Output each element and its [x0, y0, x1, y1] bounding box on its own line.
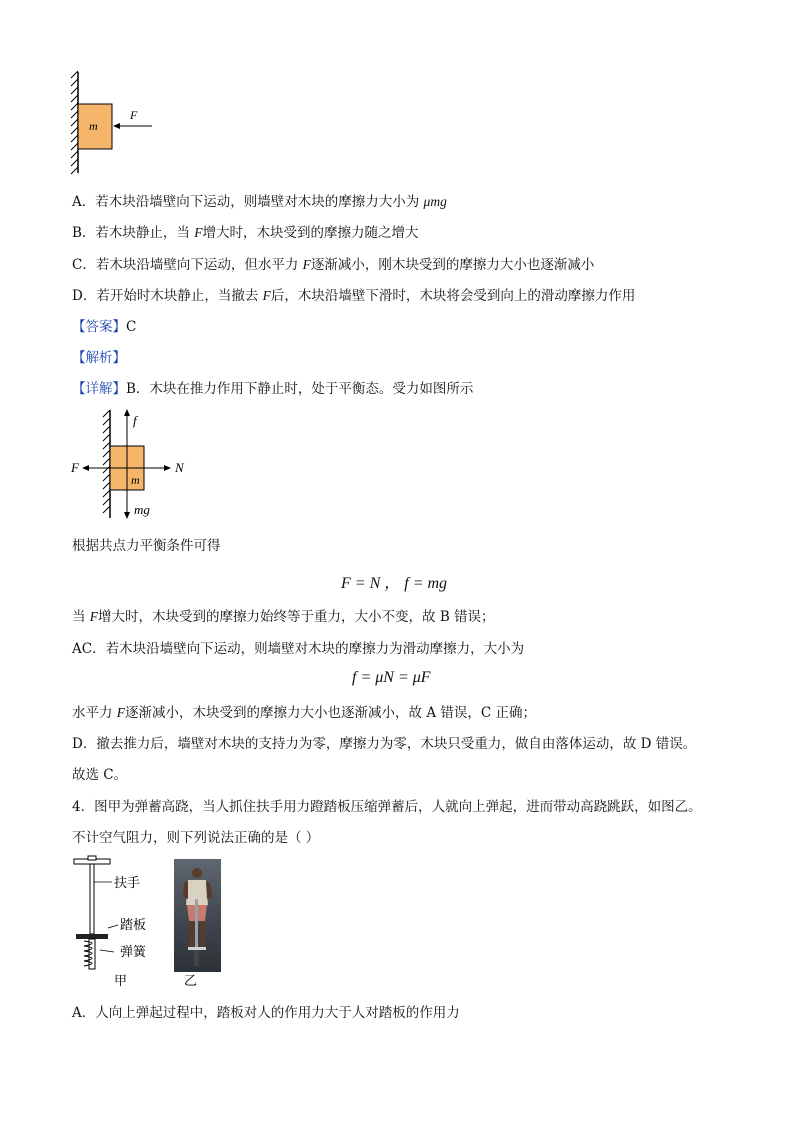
- text-d: D．撤去推力后，墙壁对木块的支持力为零，摩擦力为零，木块只受重力，做自由落体运动，故 D 错误。: [72, 736, 697, 752]
- question-4-line2: 不计空气阻力，则下列说法正确的是（ ）: [72, 830, 320, 846]
- label-pedal: 踏板: [120, 918, 147, 933]
- text-ac: AC．若木块沿墙壁向下运动，则墙壁对木块的摩擦力为滑动摩擦力，大小为: [72, 641, 525, 657]
- option-a: A．若木块沿墙壁向下运动，则墙壁对木块的摩擦力大小为 μmg: [72, 194, 447, 210]
- text-b-wrong: 当 F增大时，木块受到的摩擦力始终等于重力，大小不变，故 B 错误；: [72, 609, 495, 625]
- analysis-tag: 【解析】: [72, 350, 126, 366]
- text-horizontal: 水平力 F逐渐减小，木块受到的摩擦力大小也逐渐减小，故 A 错误，C 正确；: [72, 705, 536, 721]
- option-c: C．若木块沿墙壁向下运动，但水平力 F逐渐减小，刚木块受到的摩擦力大小也逐渐减小: [72, 257, 595, 273]
- normal-label: N: [175, 460, 184, 475]
- label-jia: 甲: [114, 974, 128, 989]
- question-4-option-a: A．人向上弹起过程中，踏板对人的作用力大于人对踏板的作用力: [72, 1005, 460, 1021]
- answer-line: [72, 318, 136, 336]
- mass-label: m: [131, 473, 140, 487]
- question-4-line1: 4．图甲为弹蓄高跷，当人抓住扶手用力蹬踏板压缩弹蓄后，人就向上弹起，进而带动高跷跳跃，如图乙。: [72, 799, 702, 815]
- detail-line: 【详解】B．木块在推力作用下静止时，处于平衡态。受力如图所示: [72, 381, 474, 397]
- gravity-label: mg: [134, 502, 150, 517]
- formula-equilibrium: F = N ， f = mg: [341, 575, 448, 592]
- formula-friction: f = μN = μF: [352, 669, 431, 686]
- text-choose: 故选 C。: [72, 767, 128, 783]
- label-spring: 弹簧: [120, 945, 147, 960]
- detail-tag: 【详解】: [72, 381, 126, 397]
- answer-value: C: [126, 319, 137, 335]
- pogo-photo: [174, 859, 221, 972]
- label-yi: 乙: [184, 974, 198, 989]
- mass-label: m: [89, 119, 98, 133]
- option-b: B．若木块静止，当 F增大时，木块受到的摩擦力随之增大: [72, 225, 419, 241]
- force-label: F: [71, 460, 79, 475]
- text-equilibrium: 根据共点力平衡条件可得: [72, 538, 221, 554]
- force-label: F: [130, 108, 138, 122]
- friction-label: f: [133, 413, 137, 428]
- figure-force-diagram: [68, 408, 198, 523]
- figure-block-on-wall: [68, 70, 168, 175]
- answer-tag: 【答案】: [72, 319, 126, 335]
- label-handle: 扶手: [114, 876, 141, 891]
- option-d: D．若开始时木块静止，当撤去 F后，木块沿墙壁下滑时，木块将会受到向上的滑动摩擦力作用: [72, 288, 636, 304]
